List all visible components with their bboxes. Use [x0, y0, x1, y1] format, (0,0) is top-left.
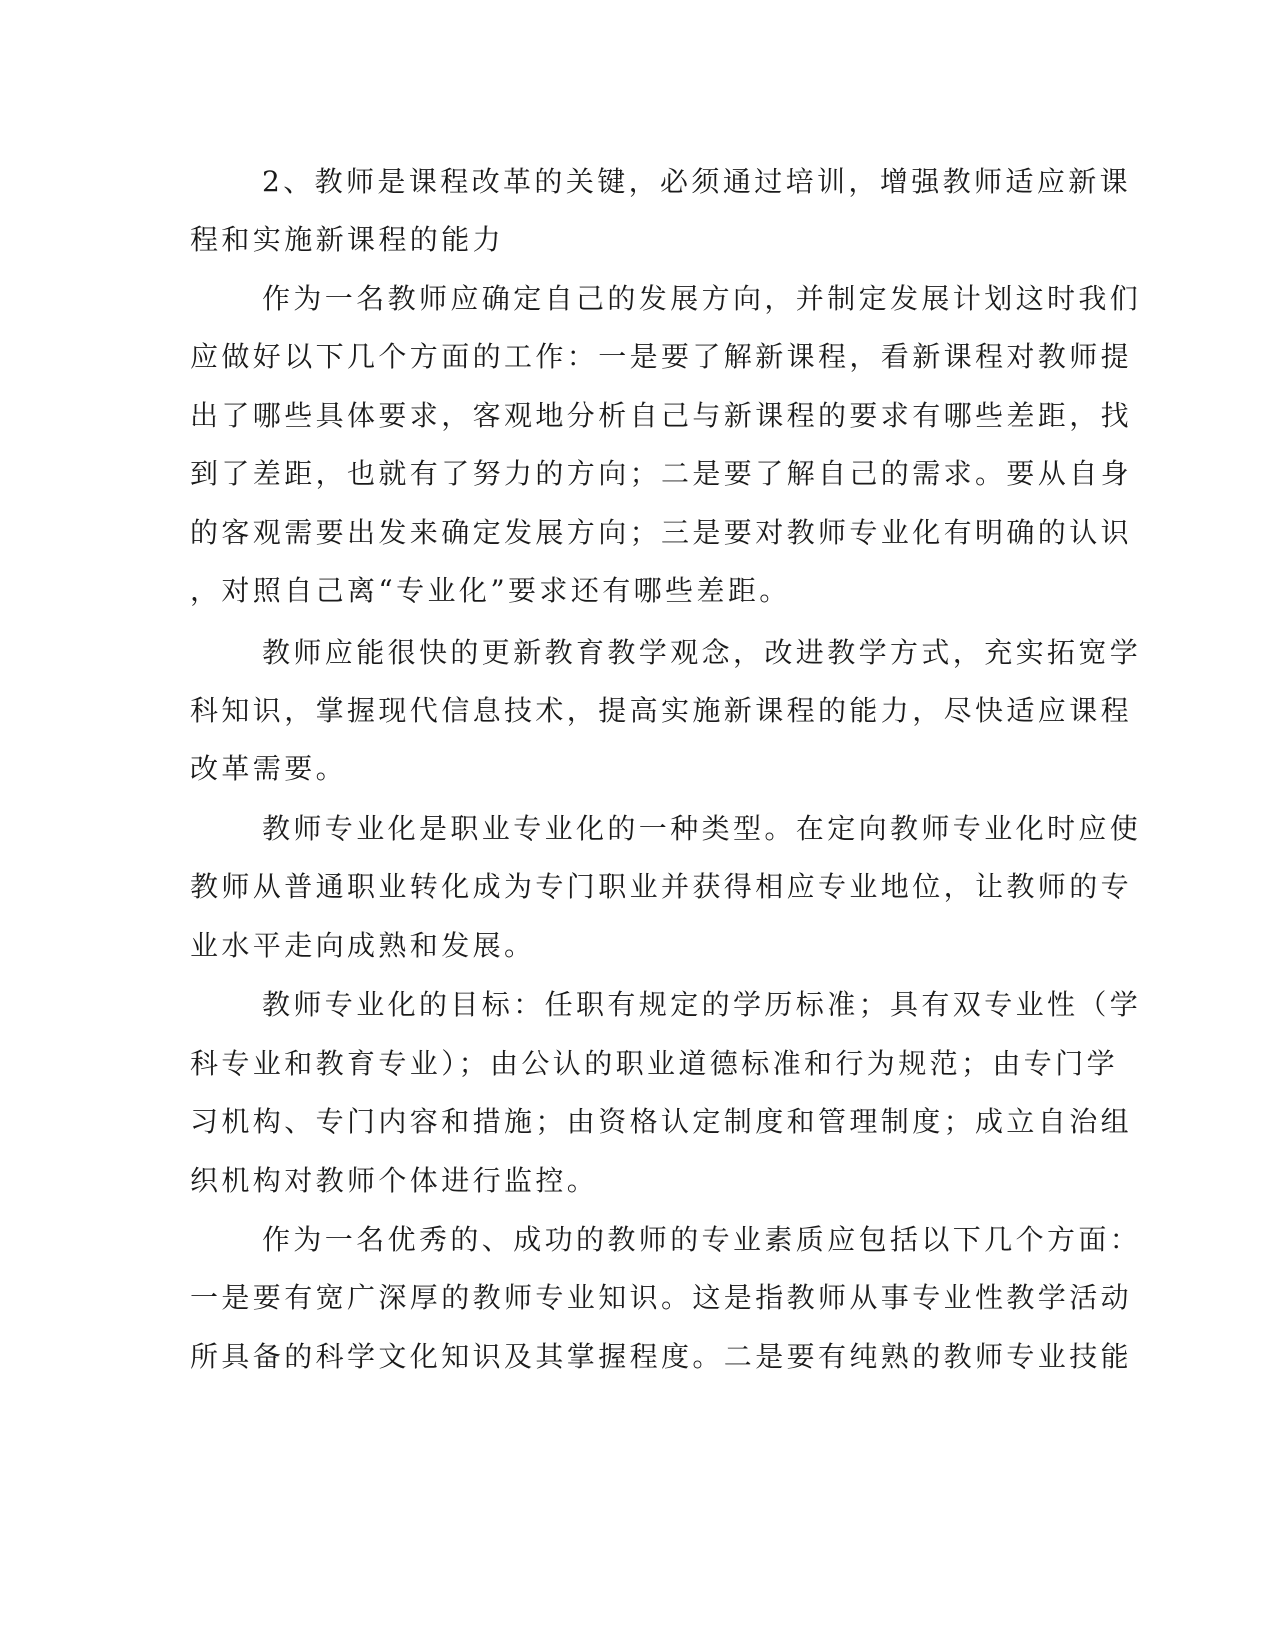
paragraph-3-line-3: 改革需要。 [190, 752, 348, 785]
paragraph-1-line-2: 程和实施新课程的能力 [190, 223, 505, 256]
paragraph-2-line-1: 作为一名教师应确定自己的发展方向，并制定发展计划这时我们 [262, 282, 1142, 315]
paragraph-5-line-4: 织机构对教师个体进行监控。 [190, 1164, 599, 1197]
paragraph-2-line-5: 的客观需要出发来确定发展方向；三是要对教师专业化有明确的认识 [190, 516, 1133, 549]
paragraph-6-line-2: 一是要有宽广深厚的教师专业知识。这是指教师从事专业性教学活动 [190, 1281, 1133, 1314]
paragraph-2-line-4: 到了差距，也就有了努力的方向；二是要了解自己的需求。要从自身 [190, 457, 1133, 490]
paragraph-2-line-6: ，对照自己离“专业化”要求还有哪些差距。 [190, 574, 791, 607]
paragraph-6-line-3: 所具备的科学文化知识及其掌握程度。二是要有纯熟的教师专业技能 [190, 1340, 1133, 1373]
paragraph-1-line-1: 2、教师是课程改革的关键，必须通过培训，增强教师适应新课 [262, 165, 1132, 198]
paragraph-4-line-2: 教师从普通职业转化成为专门职业并获得相应专业地位，让教师的专 [190, 870, 1133, 903]
paragraph-5-line-2: 科专业和教育专业）；由公认的职业道德标准和行为规范；由专门学 [190, 1047, 1119, 1080]
paragraph-4-line-3: 业水平走向成熟和发展。 [190, 929, 536, 962]
paragraph-3-line-1: 教师应能很快的更新教育教学观念，改进教学方式，充实拓宽学 [262, 636, 1142, 669]
paragraph-6-line-1: 作为一名优秀的、成功的教师的专业素质应包括以下几个方面： [262, 1223, 1142, 1256]
paragraph-5-line-3: 习机构、专门内容和措施；由资格认定制度和管理制度；成立自治组 [190, 1105, 1133, 1138]
paragraph-3-line-2: 科知识，掌握现代信息技术，提高实施新课程的能力，尽快适应课程 [190, 694, 1133, 727]
paragraph-2-line-3: 出了哪些具体要求，客观地分析自己与新课程的要求有哪些差距，找 [190, 399, 1133, 432]
paragraph-2-line-2: 应做好以下几个方面的工作：一是要了解新课程，看新课程对教师提 [190, 340, 1133, 373]
paragraph-4-line-1: 教师专业化是职业专业化的一种类型。在定向教师专业化时应使 [262, 812, 1142, 845]
paragraph-5-line-1: 教师专业化的目标：任职有规定的学历标准；具有双专业性（学 [262, 988, 1142, 1021]
